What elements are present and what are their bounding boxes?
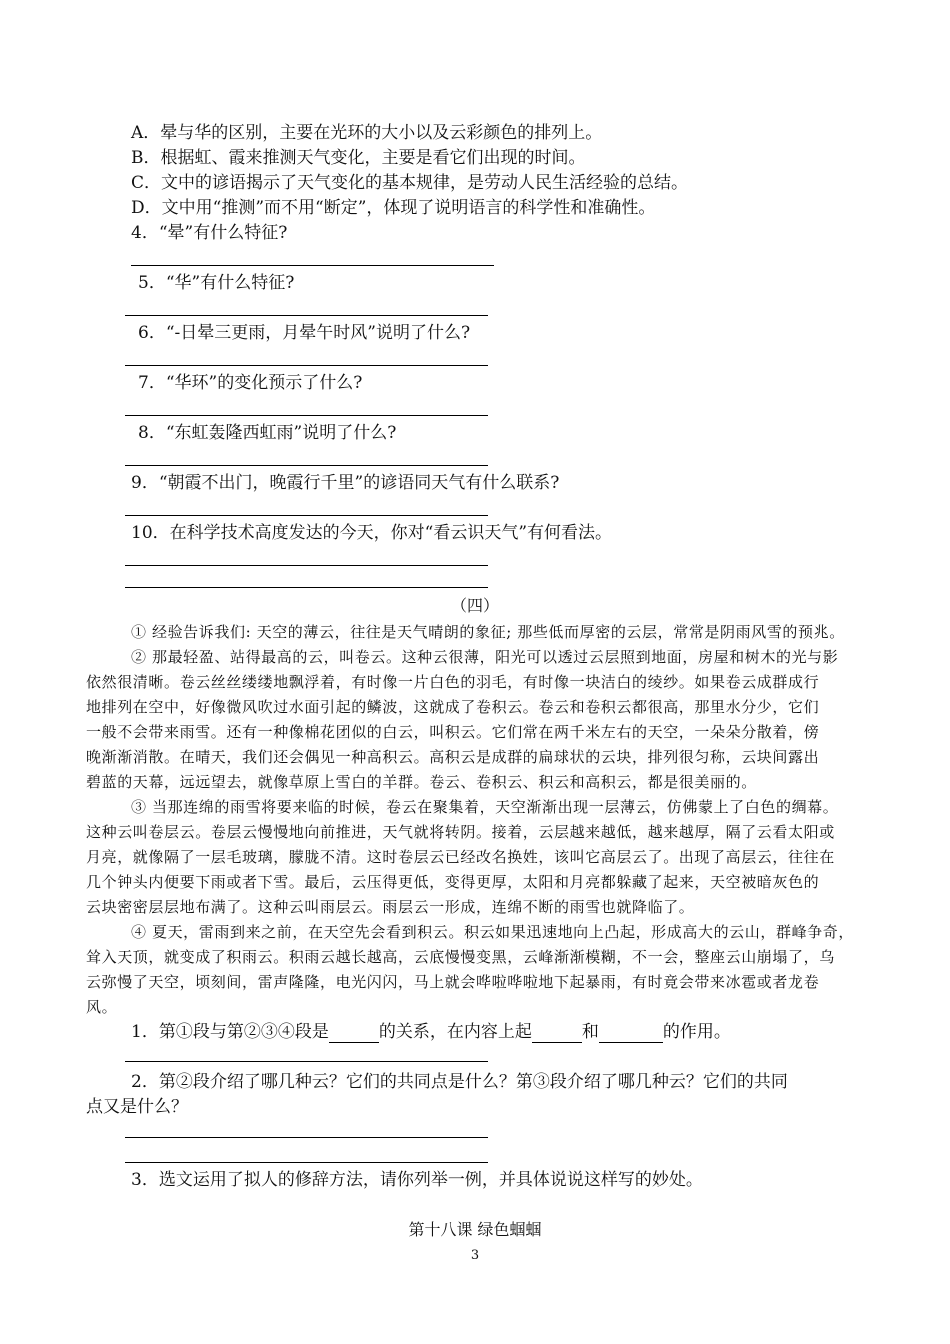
passage-line-14: 耸入天顶，就变成了积雨云。积雨云越长越高，云底慢慢变黑，云峰渐渐模糊，不一会，整座云山崩塌了，乌	[86, 948, 835, 966]
passage-line-15: 云弥慢了天空，顷刻间，雷声隆隆，电光闪闪，马上就会哗啦哗啦地下起暴雨，有时竟会带来冰雹或者龙卷	[86, 973, 820, 991]
question-4: 4．“晕”有什么特征?	[131, 223, 288, 243]
passage-line-5: 一般不会带来雨雪。还有一种像棉花团似的白云，叫积云。它们常在两千米左右的天空，一朵朵分散着，傍	[86, 723, 820, 741]
section-title: （四）	[450, 596, 499, 615]
s4-q1-text-1: 1．第①段与第②③④段是	[131, 1022, 329, 1042]
answer-line-s4-1[interactable]	[125, 1061, 488, 1062]
passage-line-4: 地排列在空中，好像微风吹过水面引起的鳞波，这就成了卷积云。卷云和卷积云都很高，那里水分少，它们	[86, 698, 820, 716]
passage-line-8: ③ 当那连绵的雨雪将要来临的时候，卷云在聚集着，天空渐渐出现一层薄云，仿佛蒙上了白色的绸幕。	[131, 798, 839, 816]
answer-line-s4-2a[interactable]	[125, 1137, 488, 1138]
s4-question-2-line-2: 点又是什么？	[86, 1097, 188, 1117]
s4-q1-text-2: 的关系，在内容上起	[378, 1022, 532, 1042]
answer-line-8[interactable]	[125, 465, 488, 466]
choice-d: D．文中用“推测”而不用“断定”，体现了说明语言的科学性和准确性。	[131, 198, 656, 218]
blank-function-1[interactable]	[532, 1024, 582, 1043]
blank-function-2[interactable]	[599, 1024, 663, 1043]
answer-line-9[interactable]	[125, 515, 488, 516]
passage-line-1: ① 经验告诉我们: 天空的薄云，往往是天气晴朗的象征; 那些低而厚密的云层，常常是阴雨风雪的预兆。	[131, 623, 845, 641]
page-number: 3	[470, 1248, 480, 1263]
passage-line-2: ② 那最轻盈、站得最高的云，叫卷云。这种云很薄，阳光可以透过云层照到地面，房屋和树木的光与影	[131, 648, 839, 666]
passage-line-12: 云块密密层层地布满了。这种云叫雨层云。雨层云一形成，连绵不断的雨雪也就降临了。	[86, 898, 695, 916]
question-10: 10．在科学技术高度发达的今天，你对“看云识天气”有何看法。	[131, 523, 613, 543]
passage-line-13: ④ 夏天，雷雨到来之前，在天空先会看到积云。积云如果迅速地向上凸起，形成高大的云山，群峰争奇，	[131, 923, 854, 941]
passage-line-9: 这种云叫卷层云。卷层云慢慢地向前推进，天气就将转阴。接着，云层越来越低，越来越厚，隔了云看太阳或	[86, 823, 835, 841]
next-lesson-title: 第十八课 绿色蝈蝈	[408, 1220, 542, 1239]
choice-c: C．文中的谚语揭示了天气变化的基本规律，是劳动人民生活经验的总结。	[131, 173, 689, 193]
blank-relation[interactable]	[329, 1024, 379, 1043]
passage-line-11: 几个钟头内便要下雨或者下雪。最后，云压得更低，变得更厚，太阳和月亮都躲藏了起来，天空被暗灰色的	[86, 873, 820, 891]
choice-a: A．晕与华的区别，主要在光环的大小以及云彩颜色的排列上。	[131, 123, 603, 143]
answer-line-5[interactable]	[125, 315, 488, 316]
s4-question-2-line-1: 2．第②段介绍了哪几种云？它们的共同点是什么？第③段介绍了哪几种云？它们的共同	[131, 1072, 788, 1092]
s4-q1-text-4: 的作用。	[662, 1022, 731, 1042]
passage-line-16: 风。	[86, 998, 118, 1016]
choice-b: B．根据虹、霞来推测天气变化，主要是看它们出现的时间。	[131, 148, 586, 168]
passage-line-6: 晚渐渐消散。在晴天，我们还会偶见一种高积云。高积云是成群的扁球状的云块，排列很匀称，云块间露出	[86, 748, 820, 766]
question-8: 8．“东虹轰隆西虹雨”说明了什么?	[138, 423, 397, 443]
s4-q1-text-3: 和	[581, 1022, 599, 1042]
passage-line-10: 月亮，就像隔了一层毛玻璃，朦胧不清。这时卷层云已经改名换姓，该叫它高层云了。出现了高层云，往往在	[86, 848, 835, 866]
question-6: 6．“-日晕三更雨，月晕午时风”说明了什么?	[138, 323, 471, 343]
question-7: 7．“华环”的变化预示了什么?	[138, 373, 363, 393]
s4-question-1	[131, 1021, 731, 1043]
answer-line-s4-2b[interactable]	[125, 1162, 488, 1163]
answer-line-10b[interactable]	[125, 587, 488, 588]
question-5: 5．“华”有什么特征?	[138, 273, 295, 293]
answer-line-7[interactable]	[125, 415, 488, 416]
answer-line-4[interactable]	[131, 265, 494, 266]
question-9: 9．“朝霞不出门，晚霞行千里”的谚语同天气有什么联系?	[131, 473, 560, 493]
passage-line-7: 碧蓝的天幕，远远望去，就像草原上雪白的羊群。卷云、卷积云、积云和高积云，都是很美丽的。	[86, 773, 757, 791]
answer-line-6[interactable]	[125, 365, 488, 366]
s4-question-3: 3．选文运用了拟人的修辞方法，请你列举一例，并具体说说这样写的妙处。	[131, 1170, 703, 1190]
answer-line-10a[interactable]	[125, 565, 488, 566]
passage-line-3: 依然很清晰。卷云丝丝缕缕地飘浮着，有时像一片白色的羽毛，有时像一块洁白的绫纱。如果卷云成群成行	[86, 673, 820, 691]
